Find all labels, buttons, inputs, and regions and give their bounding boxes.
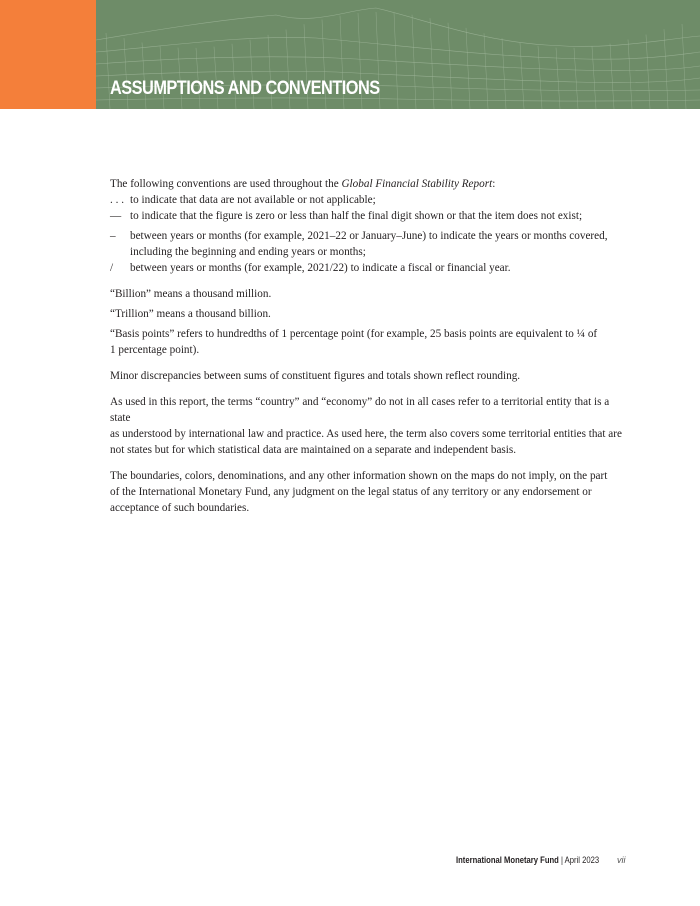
text-line: including the beginning and ending years or months; xyxy=(130,246,366,258)
page-number: vii xyxy=(617,855,626,865)
text-line: to indicate that the figure is zero or less than half the final digit shown or that the item does not exist; xyxy=(130,210,583,222)
mesh-line xyxy=(556,48,560,109)
mesh-line xyxy=(574,48,578,109)
definition-line: “Billion” means a thousand million. xyxy=(110,288,272,300)
convention-description xyxy=(130,260,511,276)
text-line: to indicate that data are not available or not applicable; xyxy=(130,194,376,206)
mesh-line xyxy=(448,23,452,109)
report-title: Global Financial Stability Report xyxy=(341,178,493,190)
mesh-line xyxy=(394,13,398,109)
intro-colon: : xyxy=(492,178,496,190)
convention-description xyxy=(130,208,582,224)
conventions-list xyxy=(110,192,630,276)
paragraph xyxy=(110,368,630,384)
mesh-line xyxy=(412,15,416,109)
mesh-line xyxy=(502,38,506,109)
paragraph xyxy=(110,394,630,458)
mesh-line xyxy=(484,33,488,109)
mesh-line xyxy=(592,46,596,109)
orange-accent-block xyxy=(0,0,96,109)
definition-line: 1 percentage point). xyxy=(110,344,200,356)
text-line: between years or months (for example, 2021–22 or January–June) to indicate the years or months covered, xyxy=(130,230,608,242)
intro-sentence xyxy=(110,176,630,192)
intro-text: The following conventions are used throughout the xyxy=(110,178,342,190)
mesh-line xyxy=(538,46,542,109)
definition-line: “Trillion” means a thousand billion. xyxy=(110,308,271,320)
convention-symbol: — xyxy=(110,210,122,222)
mesh-line xyxy=(628,40,632,109)
document-body xyxy=(110,176,630,516)
page-header-banner xyxy=(0,0,700,109)
text-line: of the International Monetary Fund, any judgment on the legal status of any territory or any endorsement or xyxy=(110,486,592,498)
mesh-line xyxy=(610,44,614,109)
footer-credit xyxy=(456,855,599,865)
mesh-line xyxy=(646,35,650,109)
paragraph xyxy=(110,468,630,516)
convention-item xyxy=(110,260,630,276)
convention-item xyxy=(110,192,630,208)
text-line: between years or months (for example, 2021/22) to indicate a fiscal or financial year. xyxy=(130,262,511,274)
text-line: The boundaries, colors, denominations, and any other information shown on the maps do not imply, on the part xyxy=(110,470,608,482)
paragraphs xyxy=(110,358,630,516)
convention-symbol: / xyxy=(110,262,114,274)
footer-date: April 2023 xyxy=(564,855,600,865)
text-line: not states but for which statistical data are maintained on a separate and independent basis. xyxy=(110,444,517,456)
convention-symbol: – xyxy=(110,230,116,242)
convention-item xyxy=(110,228,630,260)
page-title: ASSUMPTIONS AND CONVENTIONS xyxy=(110,78,380,99)
definition-line: “Basis points” refers to hundredths of 1 percentage point (for example, 25 basis points are equivalent to ¼ of xyxy=(110,328,598,340)
text-line: as understood by international law and practice. As used here, the term also covers some territorial entities that are xyxy=(110,428,622,440)
convention-item xyxy=(110,208,630,224)
convention-description xyxy=(130,228,608,260)
mesh-line xyxy=(520,43,524,109)
footer-separator: | xyxy=(558,855,565,865)
text-line: acceptance of such boundaries. xyxy=(110,502,250,514)
definitions xyxy=(110,286,630,358)
text-line: Minor discrepancies between sums of constituent figures and totals shown reflect rounding. xyxy=(110,370,521,382)
mesh-line xyxy=(466,28,470,109)
text-line: As used in this report, the terms “country” and “economy” do not in all cases refer to a territorial entity that is a state xyxy=(110,396,610,424)
convention-symbol: . . . xyxy=(110,194,124,206)
convention-description xyxy=(130,192,376,208)
mesh-line xyxy=(682,24,686,109)
footer-publisher: International Monetary Fund xyxy=(456,855,559,865)
